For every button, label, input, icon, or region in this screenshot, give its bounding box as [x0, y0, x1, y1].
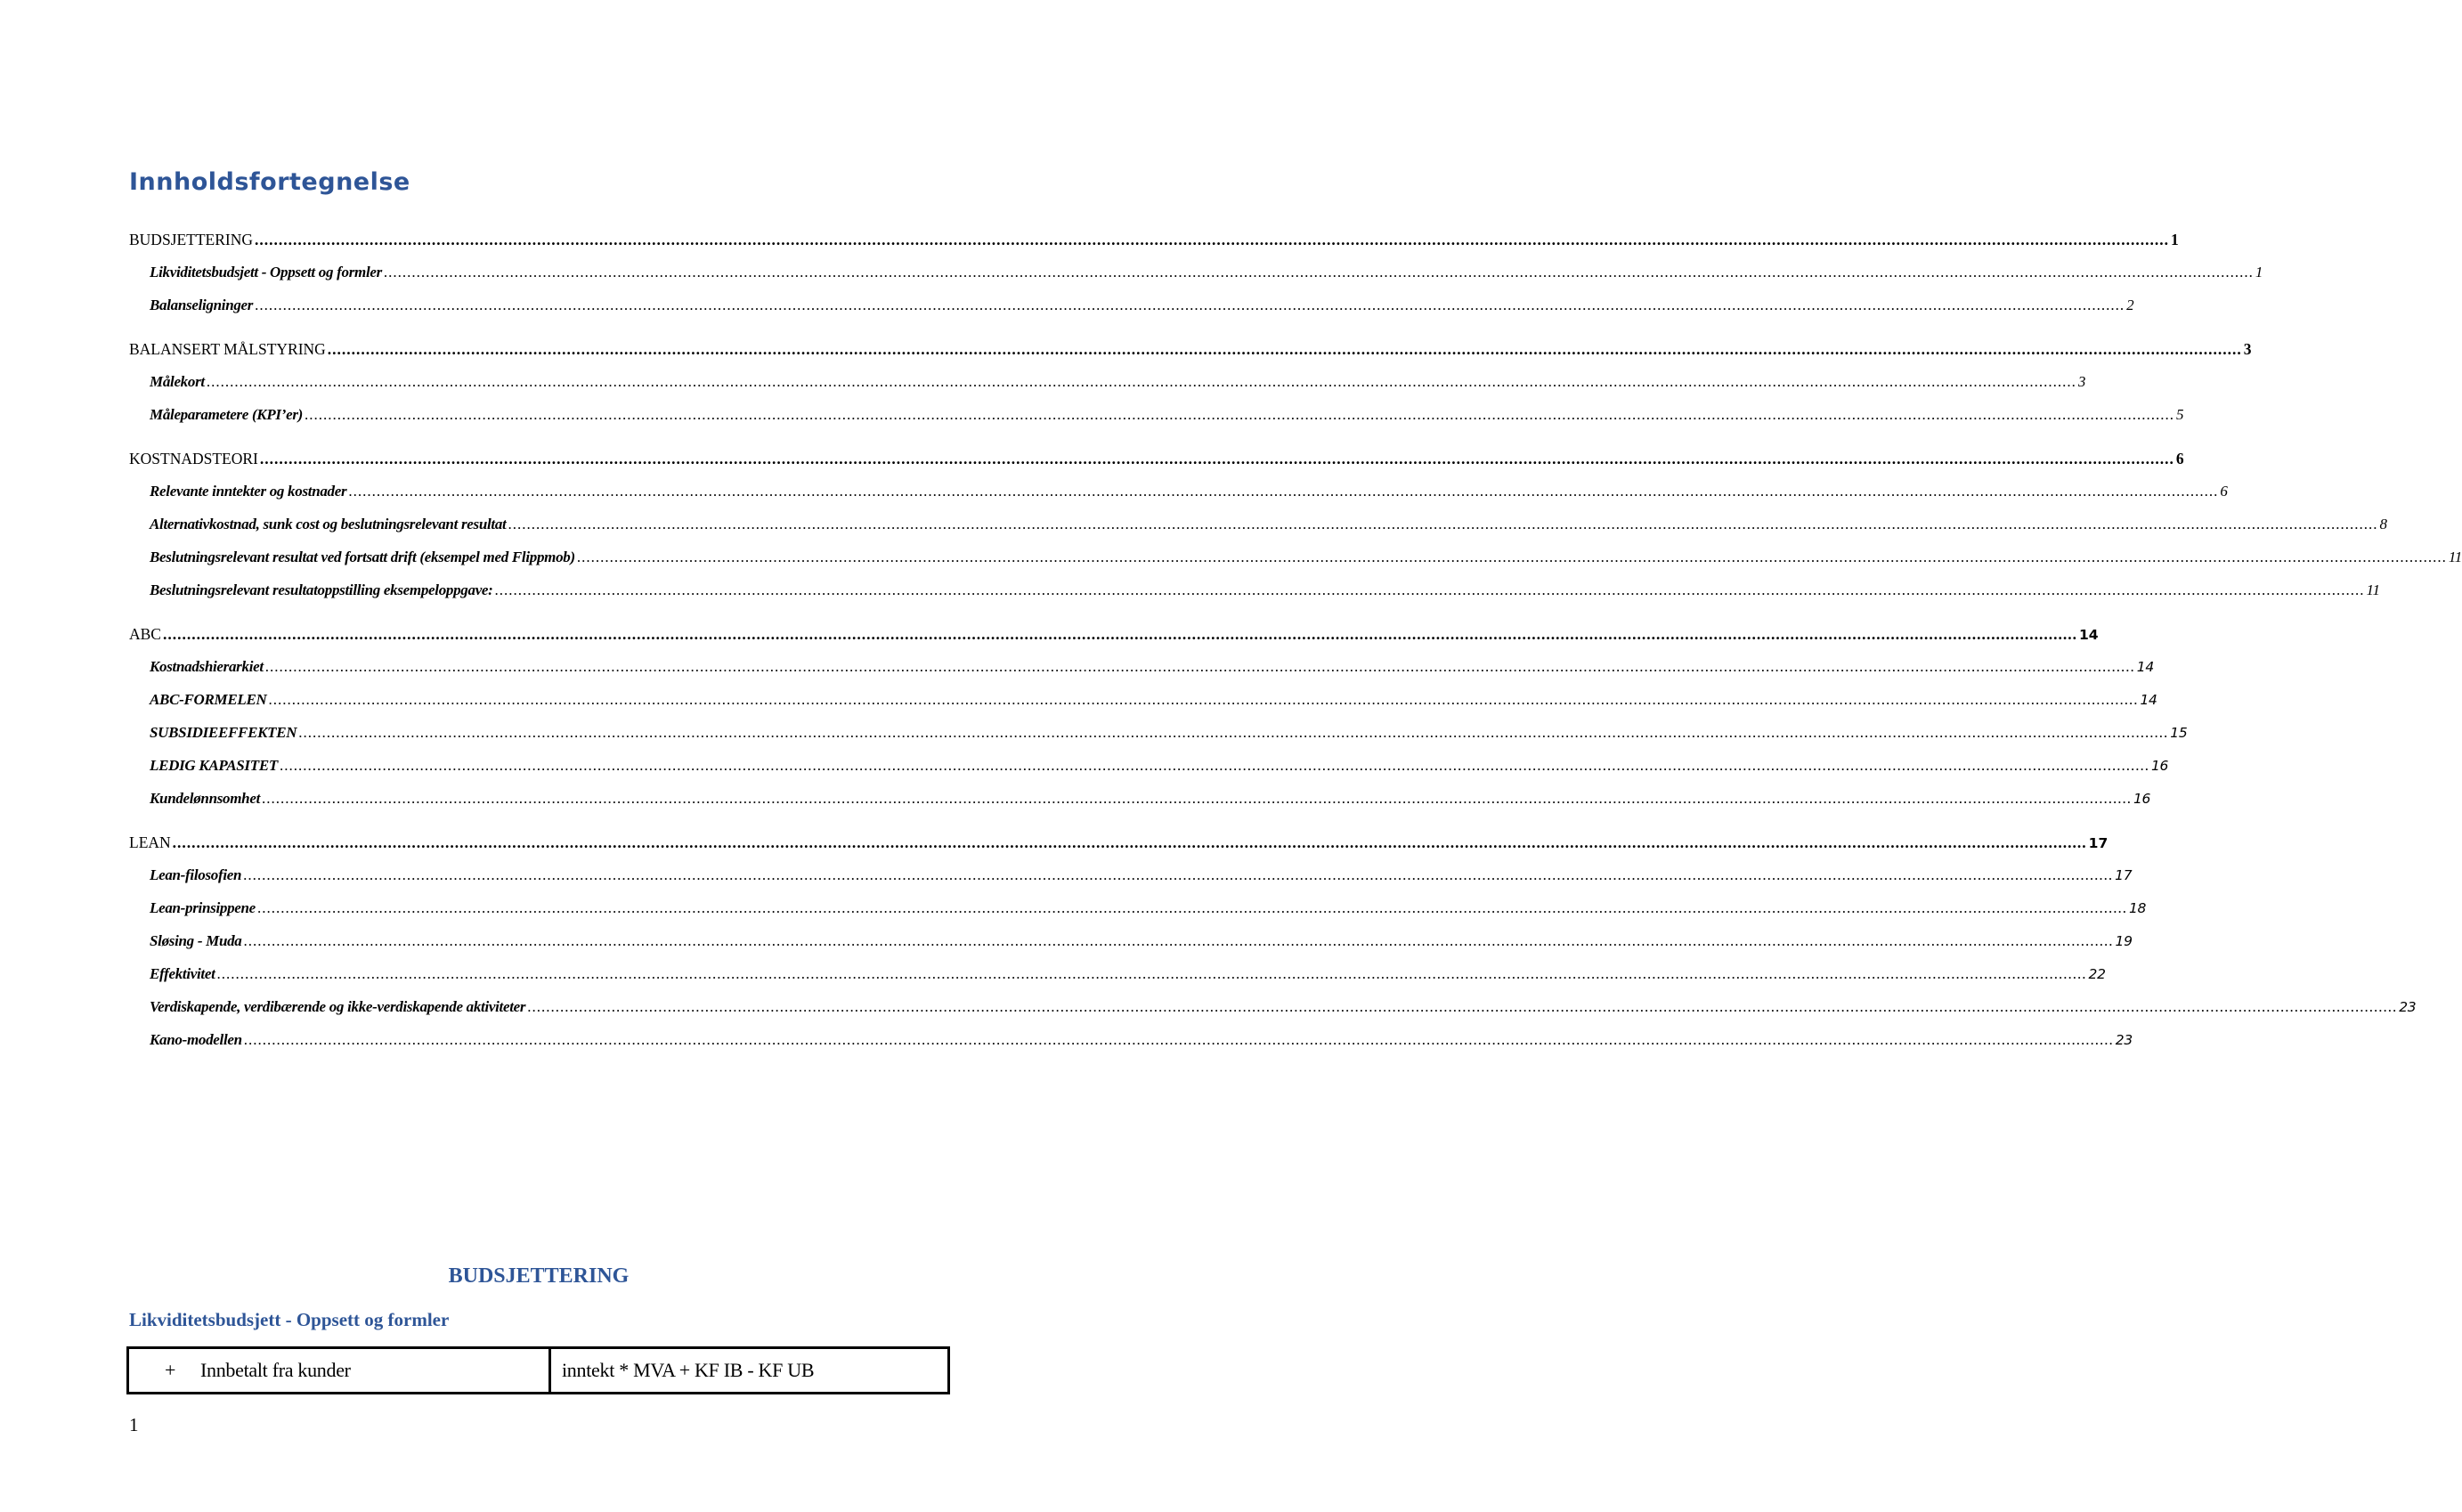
toc-entry-label: KOSTNADSTEORI [129, 450, 258, 467]
toc-entry-subsection[interactable] [150, 788, 2151, 809]
toc-entry-subsection[interactable] [150, 689, 2157, 711]
toc-dot-leader: ................................................................................................................................................................................................................................................................................................................................................................................................................ [259, 450, 2174, 467]
toc-dot-leader: ................................................................................................................................................................................................................................................................................................................................................................................................................ [255, 297, 2125, 313]
toc-dot-leader: ................................................................................................................................................................................................................................................................................................................................................................................................................ [262, 790, 2132, 807]
toc-entry-page: 14 [2078, 627, 2099, 643]
toc-entry-subsection[interactable] [150, 931, 2133, 952]
toc-dot-leader: ................................................................................................................................................................................................................................................................................................................................................................................................................ [327, 340, 2242, 358]
toc-entry-page: 6 [2220, 483, 2228, 500]
toc-entry-page: 22 [2088, 966, 2106, 982]
toc-entry-label: Beslutningsrelevant resultatoppstilling eksempeloppgave: [150, 581, 493, 598]
toc-entry-label: Balanseligninger [150, 297, 254, 313]
toc-dot-leader: ................................................................................................................................................................................................................................................................................................................................................................................................................ [216, 965, 2087, 982]
toc-entry-page: 8 [2379, 516, 2387, 532]
toc-entry-label: ABC [129, 625, 161, 643]
toc-entry-page: 23 [2399, 999, 2417, 1015]
toc-entry-section[interactable] [129, 338, 2252, 360]
toc-dot-leader: ................................................................................................................................................................................................................................................................................................................................................................................................................ [255, 231, 2170, 248]
formula-table [126, 1346, 950, 1394]
toc-dot-leader: ................................................................................................................................................................................................................................................................................................................................................................................................................ [162, 625, 2077, 643]
toc-entry-page: 17 [2115, 867, 2133, 883]
toc-entry-subsection[interactable] [150, 656, 2154, 678]
toc-dot-leader: ................................................................................................................................................................................................................................................................................................................................................................................................................ [527, 998, 2398, 1015]
toc-entry-page: 5 [2176, 406, 2184, 423]
toc-dot-leader: ................................................................................................................................................................................................................................................................................................................................................................................................................ [576, 549, 2447, 565]
toc-entry-label: Kano-modellen [150, 1031, 242, 1048]
toc-entry-page: 11 [2366, 581, 2380, 598]
toc-entry-subsection[interactable] [150, 1029, 2133, 1051]
toc-entry-section[interactable] [129, 832, 2109, 854]
formula-expression: inntekt * MVA + KF IB - KF UB [562, 1359, 815, 1381]
toc-entry-subsection[interactable] [150, 262, 2263, 283]
toc-entry-subsection[interactable] [150, 865, 2133, 886]
toc-entry-subsection[interactable] [150, 295, 2134, 316]
toc-entry-label: Kostnadshierarkiet [150, 658, 264, 675]
toc-entry-label: LEAN [129, 833, 171, 851]
toc-entry-label: Kundelønnsomhet [150, 790, 260, 807]
toc-entry-page: 3 [2077, 373, 2086, 390]
toc-entry-page: 1 [2255, 264, 2263, 280]
toc-dot-leader: ................................................................................................................................................................................................................................................................................................................................................................................................................ [494, 581, 2365, 598]
toc-dot-leader: ................................................................................................................................................................................................................................................................................................................................................................................................................ [383, 264, 2254, 280]
toc-entry-subsection[interactable] [150, 514, 2387, 535]
toc-entry-subsection[interactable] [150, 898, 2147, 919]
toc-entry-page: 19 [2115, 933, 2133, 949]
toc-entry-label: Måleparametere (KPI’er) [150, 406, 304, 423]
toc-entry-label: Lean-prinsippene [150, 899, 256, 916]
formula-table-formula-cell [551, 1349, 947, 1392]
toc-entry-label: Likviditetsbudsjett - Oppsett og formler [150, 264, 382, 280]
toc-entry-subsection[interactable] [150, 580, 2380, 601]
subsection-heading: Likviditetsbudsjett - Oppsett og formler [129, 1309, 450, 1330]
toc-entry-section[interactable] [129, 623, 2099, 646]
page-number: 1 [129, 1414, 139, 1435]
toc-entry-label: Verdiskapende, verdibærende og ikke-verdiskapende aktiviteter [150, 998, 526, 1015]
toc-entry-subsection[interactable] [150, 371, 2086, 393]
toc-dot-leader: ................................................................................................................................................................................................................................................................................................................................................................................................................ [243, 1031, 2114, 1048]
toc-entry-subsection[interactable] [150, 722, 2188, 744]
toc-entry-page: 11 [2448, 549, 2462, 565]
toc-entry-page: 16 [2150, 758, 2169, 774]
toc-entry-page: 14 [2140, 692, 2157, 708]
toc-entry-subsection[interactable] [150, 481, 2228, 502]
section-heading: BUDSJETTERING [448, 1264, 630, 1288]
toc-entry-subsection[interactable] [150, 996, 2417, 1018]
toc-entry-page: 16 [2133, 791, 2151, 807]
toc-dot-leader: ................................................................................................................................................................................................................................................................................................................................................................................................................ [508, 516, 2378, 532]
toc-entry-subsection[interactable] [150, 404, 2184, 426]
toc-entry-label: LEDIG KAPASITET [150, 757, 278, 774]
toc-entry-label: Effektivitet [150, 965, 215, 982]
toc-dot-leader: ................................................................................................................................................................................................................................................................................................................................................................................................................ [206, 373, 2076, 390]
toc-entry-page: 14 [2136, 659, 2154, 675]
toc-dot-leader: ................................................................................................................................................................................................................................................................................................................................................................................................................ [264, 658, 2135, 675]
toc-entry-section[interactable] [129, 448, 2184, 469]
toc-entry-page: 6 [2175, 450, 2184, 467]
toc-dot-leader: ................................................................................................................................................................................................................................................................................................................................................................................................................ [298, 724, 2169, 741]
toc-entry-subsection[interactable] [150, 755, 2169, 776]
formula-table-item-cell [129, 1349, 551, 1392]
toc-entry-label: Lean-filosofien [150, 866, 242, 883]
toc-entry-label: Alternativkostnad, sunk cost og beslutningsrelevant resultat [150, 516, 507, 532]
toc-entry-page: 2 [2126, 297, 2134, 313]
toc-entry-page: 1 [2171, 231, 2179, 248]
toc-entry-page: 15 [2170, 725, 2188, 741]
toc-entry-label: ABC-FORMELEN [150, 691, 267, 708]
toc-entry-label: BALANSERT MÅLSTYRING [129, 340, 326, 358]
toc-entry-page: 18 [2128, 900, 2147, 916]
toc-dot-leader: ................................................................................................................................................................................................................................................................................................................................................................................................................ [268, 691, 2139, 708]
toc-dot-leader: ................................................................................................................................................................................................................................................................................................................................................................................................................ [243, 932, 2114, 949]
toc-entry-label: SUBSIDIEEFFEKTEN [150, 724, 297, 741]
toc-dot-leader: ................................................................................................................................................................................................................................................................................................................................................................................................................ [348, 483, 2219, 500]
toc-dot-leader: ................................................................................................................................................................................................................................................................................................................................................................................................................ [243, 866, 2114, 883]
formula-sign: + [165, 1359, 176, 1381]
toc-entry-subsection[interactable] [150, 963, 2106, 985]
toc-title: Innholdsfortegnelse [129, 168, 410, 196]
toc-entry-page: 3 [2243, 340, 2252, 358]
toc-dot-leader: ................................................................................................................................................................................................................................................................................................................................................................................................................ [279, 757, 2149, 774]
toc-dot-leader: ................................................................................................................................................................................................................................................................................................................................................................................................................ [256, 899, 2127, 916]
toc-entry-label: Målekort [150, 373, 205, 390]
toc-dot-leader: ................................................................................................................................................................................................................................................................................................................................................................................................................ [172, 833, 2087, 851]
toc-entry-label: Beslutningsrelevant resultat ved fortsatt drift (eksempel med Flippmob) [150, 549, 575, 565]
formula-item-label: Innbetalt fra kunder [200, 1359, 351, 1381]
toc-dot-leader: ................................................................................................................................................................................................................................................................................................................................................................................................................ [305, 406, 2175, 423]
toc-entry-label: Sløsing - Muda [150, 932, 242, 949]
toc-entry-section[interactable] [129, 229, 2179, 250]
toc-entry-page: 23 [2115, 1032, 2133, 1048]
toc-entry-label: BUDSJETTERING [129, 231, 254, 248]
toc-entry-label: Relevante inntekter og kostnader [150, 483, 347, 500]
toc-entry-page: 17 [2088, 835, 2109, 851]
toc-entry-subsection[interactable] [150, 547, 2462, 568]
